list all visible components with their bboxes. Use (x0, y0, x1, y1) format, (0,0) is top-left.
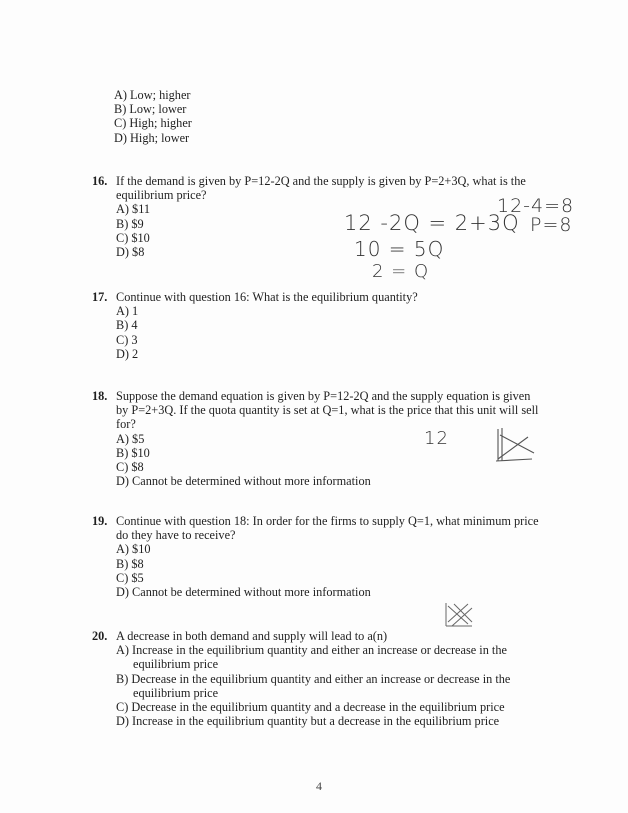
option-c: C) $5 (116, 570, 144, 585)
sketch-demand-line (500, 435, 534, 453)
handwritten-calculation: 12-4=8 (497, 195, 575, 217)
option-c: C) $10 (116, 230, 150, 245)
option-d: D) High; lower (114, 130, 190, 145)
question-number: 20. (92, 629, 108, 643)
option-a: A) Low; higher (114, 88, 191, 102)
option-c: C) Decrease in the equilibrium quantity and a decrease in the equilibrium price (116, 700, 505, 715)
option-a: A) $11 (116, 202, 151, 217)
option-d: D) Cannot be determined without more information (116, 474, 371, 489)
option-a: A) $10 (116, 542, 151, 557)
question-text: If the demand is given by P=12-2Q and the supply is given by P=2+3Q, what is the equilibrium price? (116, 174, 526, 203)
option-c: C) High; higher (114, 116, 192, 131)
option-c: C) 3 (116, 332, 138, 347)
handwritten-supply-demand-sketch (492, 425, 542, 465)
option-b: B) $9 (116, 216, 144, 231)
question-20 (92, 629, 542, 728)
option-d: D) 2 (116, 346, 139, 361)
option-b: B) Low; lower (114, 102, 187, 117)
option-a: A) 1 (116, 304, 139, 319)
question-number: 19. (92, 514, 108, 528)
option-d: D) Cannot be determined without more information (116, 585, 371, 600)
question-text: Continue with question 16: What is the equilibrium quantity? (116, 290, 418, 304)
option-a: A) $5 (116, 431, 145, 446)
question-number: 18. (92, 389, 108, 403)
question-text: Suppose the demand equation is given by P=12-2Q and the supply equation is given by P=2+3Q. If the quota quantity is set at Q=1, what is the price that this unit will sell for? (116, 389, 539, 432)
sketch-supply-line (448, 604, 468, 622)
question-number: 16. (92, 174, 108, 188)
option-b: B) $8 (116, 556, 144, 571)
option-c: C) $8 (116, 460, 144, 475)
handwritten-equation: 10 = 5Q (354, 237, 445, 261)
question-18 (92, 389, 542, 488)
option-d: D) Increase in the equilibrium quantity but a decrease in the equilibrium price (116, 714, 500, 729)
handwritten-equation: 2 = Q (372, 261, 430, 282)
sketch-axis (496, 459, 532, 461)
prev-question-options (114, 88, 192, 145)
question-19 (92, 514, 542, 599)
question-17 (92, 290, 542, 361)
option-b: B) Decrease in the equilibrium quantity and either an increase or decrease in the equilibrium price (116, 671, 511, 700)
option-a: A) Increase in the equilibrium quantity and either an increase or decrease in the equilibrium price (116, 643, 507, 672)
option-b: B) $10 (116, 445, 150, 460)
handwritten-note: 12 (424, 428, 449, 449)
sketch-supply-line (452, 608, 472, 626)
option-b: B) 4 (116, 318, 138, 333)
page-number: 4 (316, 779, 322, 793)
question-number: 17. (92, 290, 108, 304)
question-text: A decrease in both demand and supply will lead to a(n) (116, 629, 388, 643)
handwritten-equation: 12 -2Q = 2+3Q (344, 211, 520, 235)
option-d: D) $8 (116, 245, 145, 260)
handwritten-answer: P=8 (530, 214, 573, 236)
handwritten-shift-sketch (442, 600, 476, 630)
question-text: Continue with question 18: In order for the firms to supply Q=1, what minimum price do they have to receive? (116, 514, 539, 543)
